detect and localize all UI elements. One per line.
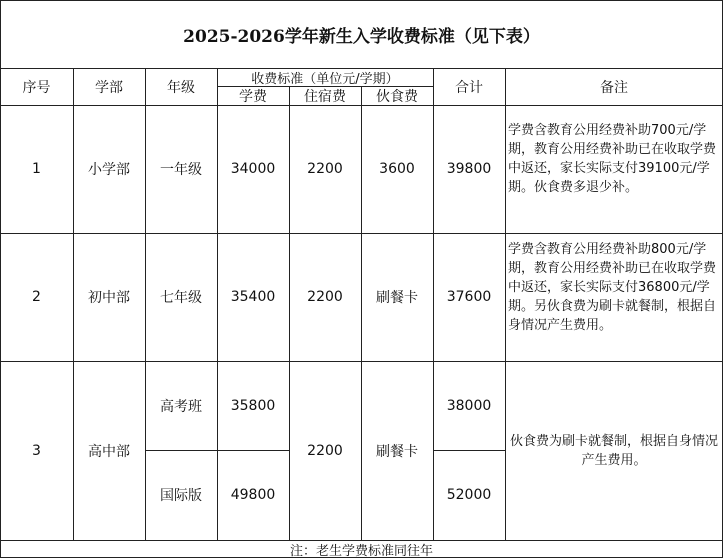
header-dept: 学部 — [95, 79, 123, 96]
row2-remarks: 学费含教育公用经费补助800元/学期，教育公用经费补助已在收取学费中返还，家长实际支付36800元/学期。另伙食费为刷卡就餐制，根据自身情况产生费用。 — [508, 242, 717, 333]
row1-meals: 3600 — [379, 161, 415, 177]
grid-line — [505, 68, 506, 540]
row2-no: 2 — [32, 289, 41, 305]
page-title: 2025-2026学年新生入学收费标准（见下表） — [183, 26, 540, 47]
row1-boarding: 2200 — [307, 161, 343, 177]
row3-dept: 高中部 — [88, 443, 130, 460]
row2-boarding: 2200 — [307, 289, 343, 305]
row3a-total: 38000 — [446, 397, 492, 414]
row2-total: 37600 — [446, 289, 492, 305]
row3a-tuition: 35800 — [230, 397, 276, 414]
row1-total: 39800 — [446, 161, 492, 177]
row2-meals: 刷餐卡 — [376, 290, 418, 306]
row3-no: 3 — [32, 442, 41, 459]
row1-remarks: 学费含教育公用经费补助700元/学期，教育公用经费补助已在收取学费中返还，家长实际支付39100元/学期。伙食费多退少补。 — [508, 123, 717, 195]
row3b-total: 52000 — [446, 487, 492, 503]
row1-tuition: 34000 — [230, 161, 276, 177]
row3-remarks: 伙食费为刷卡就餐制，根据自身情况产生费用。 — [509, 434, 718, 468]
row1-grade: 一年级 — [160, 162, 202, 178]
header-boarding: 住宿费 — [304, 88, 346, 105]
header-remarks: 备注 — [600, 79, 628, 96]
row3b-grade: 国际版 — [160, 488, 202, 504]
row1-dept: 小学部 — [88, 162, 130, 178]
header-total: 合计 — [455, 79, 483, 96]
grid-line — [0, 0, 723, 1]
header-tuition: 学费 — [239, 88, 267, 105]
row2-grade: 七年级 — [160, 290, 202, 306]
footer-note: 注：老生学费标准同往年 — [289, 543, 433, 559]
header-fee-group: 收费标准（单位元/学期） — [251, 71, 399, 87]
row1-no: 1 — [32, 161, 41, 177]
header-no: 序号 — [22, 79, 51, 96]
header-grade: 年级 — [167, 79, 195, 96]
row2-tuition: 35400 — [230, 289, 276, 305]
row3a-grade: 高考班 — [160, 398, 202, 415]
row3-meals: 刷餐卡 — [376, 443, 418, 460]
row3-boarding: 2200 — [307, 442, 343, 459]
row3b-tuition: 49800 — [230, 487, 276, 503]
row2-dept: 初中部 — [88, 290, 130, 306]
header-meals: 伙食费 — [376, 88, 418, 105]
